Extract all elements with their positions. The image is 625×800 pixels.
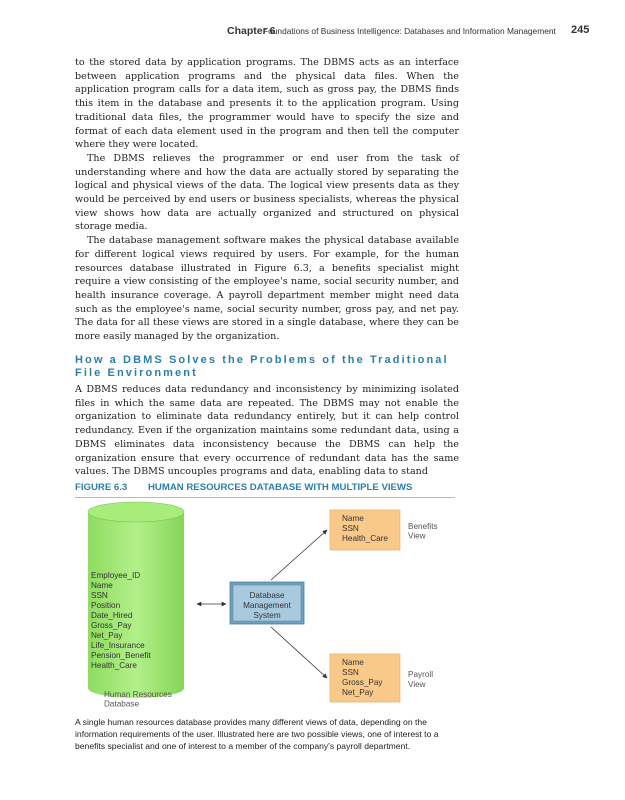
database-field: Health_Care bbox=[91, 661, 137, 670]
figure-title: HUMAN RESOURCES DATABASE WITH MULTIPLE VIEWS bbox=[148, 482, 413, 493]
benefits-view-box bbox=[330, 510, 400, 550]
figure-rule bbox=[75, 497, 455, 498]
database-field: Pension_Benefit bbox=[91, 651, 151, 660]
database-field: Life_Insurance bbox=[91, 641, 145, 650]
paragraph-1: to the stored data by application programs. The DBMS acts as an interface between application programs and the physical data files. When the application program calls for a data item, such as gross pay, the DBMS finds this item in the database and presents it to the application program. Using traditional data files, the programmer would have to specify the size and format of each data element used in the program and then tell the computer where they were located. bbox=[75, 57, 459, 151]
paragraph-2: The DBMS relieves the programmer or end user from the task of understanding where and how the data are actually stored by separating the logical and physical views of the data. The logical view presents data as they would be perceived by end users or business specialists, whereas the physical view shows how data are actually organized and structured on physical storage media. bbox=[75, 152, 459, 233]
payroll-label-line: Payroll bbox=[408, 670, 434, 679]
dbms-label-line: Database bbox=[249, 591, 285, 600]
payroll-view-label bbox=[408, 670, 433, 689]
payroll-field: SSN bbox=[342, 668, 359, 677]
body-text-section bbox=[75, 383, 459, 479]
benefits-field: Name bbox=[342, 514, 364, 523]
database-field: Date_Hired bbox=[91, 611, 133, 620]
database-field: Gross_Pay bbox=[91, 621, 132, 630]
payroll-field: Net_Pay bbox=[342, 688, 374, 697]
section-paragraph: A DBMS reduces data redundancy and inconsistency by minimizing isolated files in which the same data are repeated. The DBMS may not enable the organization to eliminate data redundancy entirely, but it can help control redundancy. Even if the organization maintains some redundant data, using a DBMS eliminates data inconsistency because the DBMS can help the organization ensure that every occurrence of redundant data has the same values. The DBMS uncouples programs and data, enabling data to stand bbox=[75, 384, 459, 478]
payroll-label-line: View bbox=[408, 680, 426, 689]
caption-text: A single human resources database provides many different views of data, depending on the information requirements of the user. Illustrated here are two possible views, one of interest to a benefits specialist and one of interest to a member of the company's payroll department. bbox=[75, 717, 439, 751]
database-field: Net_Pay bbox=[91, 631, 123, 640]
figure-label: FIGURE 6.3 bbox=[75, 482, 128, 493]
database-field: Position bbox=[91, 601, 121, 610]
benefits-label-line: Benefits bbox=[408, 522, 438, 531]
payroll-field: Gross_Pay bbox=[342, 678, 383, 687]
cylinder-top bbox=[88, 502, 184, 522]
database-label bbox=[104, 690, 172, 709]
arrow-dbms-benefits bbox=[271, 530, 327, 580]
arrow-dbms-payroll bbox=[271, 627, 327, 678]
dbms-label-line: System bbox=[253, 611, 281, 620]
page-number: 245 bbox=[571, 24, 590, 36]
database-field: SSN bbox=[91, 591, 108, 600]
figure-caption bbox=[75, 716, 465, 752]
paragraph-3: The database management software makes the physical database available for different logical views required by users. For example, for the human resources database illustrated in Figure 6.3, a benefits specialist might require a view consisting of the employee's name, social security number, and health insurance coverage. A payroll department member might need data such as the employee's name, social security number, gross pay, and net pay. The data for all these views are stored in a single database, where they can be more easily managed by the organization. bbox=[75, 235, 459, 343]
running-header bbox=[0, 22, 625, 42]
database-label-line: Human Resources bbox=[104, 690, 172, 699]
benefits-field: Health_Care bbox=[342, 534, 388, 543]
benefits-field: SSN bbox=[342, 524, 359, 533]
section-heading: How a DBMS Solves the Problems of the Traditional File Environment bbox=[75, 354, 449, 379]
database-field: Name bbox=[91, 581, 113, 590]
hr-database-diagram bbox=[75, 500, 465, 710]
body-text-top bbox=[75, 56, 459, 344]
chapter-title: Foundations of Business Intelligence: Databases and Information Management bbox=[263, 26, 556, 36]
dbms-label-line: Management bbox=[243, 601, 291, 610]
payroll-field: Name bbox=[342, 658, 364, 667]
benefits-view-label bbox=[408, 522, 438, 541]
database-label-line: Database bbox=[104, 699, 140, 709]
database-field: Employee_ID bbox=[91, 571, 141, 580]
chapter-number: Chapter 6 bbox=[227, 25, 276, 37]
benefits-label-line: View bbox=[408, 531, 426, 541]
